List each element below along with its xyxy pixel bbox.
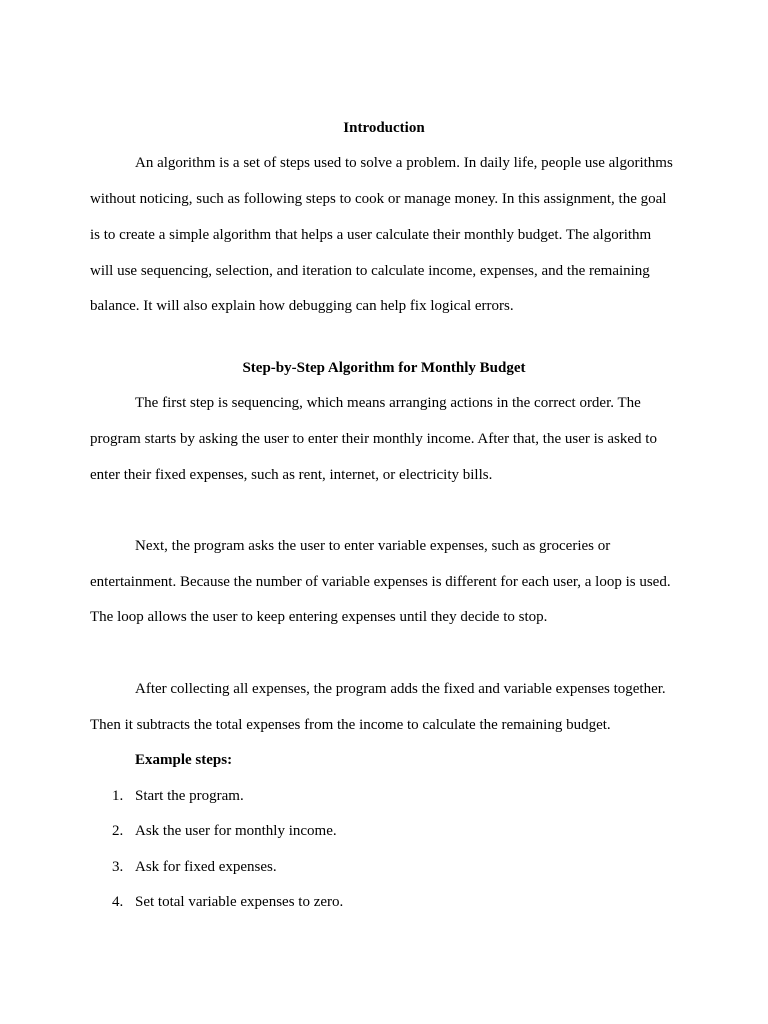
list-item: Start the program. — [135, 788, 244, 804]
algorithm-heading: Step-by-Step Algorithm for Monthly Budget — [242, 360, 526, 376]
list-item-number: 2. — [112, 823, 124, 839]
intro-line-4: will use sequencing, selection, and iteration to calculate income, expenses, and the remaining — [90, 263, 650, 279]
list-item-number: 4. — [112, 894, 124, 910]
introduction-heading: Introduction — [343, 120, 425, 136]
algo-p2-line-1: Next, the program asks the user to enter variable expenses, such as groceries or — [135, 538, 611, 554]
algo-p3-line-1: After collecting all expenses, the program adds the fixed and variable expenses together. — [135, 681, 666, 697]
algo-p1-line-1: The first step is sequencing, which means arranging actions in the correct order. The — [135, 395, 641, 411]
intro-line-2: without noticing, such as following steps to cook or manage money. In this assignment, the goal — [90, 191, 667, 207]
intro-line-3: is to create a simple algorithm that helps a user calculate their monthly budget. The algorithm — [90, 227, 652, 243]
algo-p1-line-2: program starts by asking the user to enter their monthly income. After that, the user is asked to — [90, 431, 657, 447]
list-item: Ask the user for monthly income. — [135, 823, 337, 839]
intro-line-5: balance. It will also explain how debugging can help fix logical errors. — [90, 298, 514, 314]
algo-p2-line-3: The loop allows the user to keep entering expenses until they decide to stop. — [90, 609, 548, 625]
list-item: Set total variable expenses to zero. — [135, 894, 344, 910]
example-steps-label: Example steps: — [135, 752, 233, 768]
algo-p2-line-2: entertainment. Because the number of variable expenses is different for each user, a loop is used. — [90, 574, 671, 590]
list-item-number: 1. — [112, 788, 124, 804]
list-item: Ask for fixed expenses. — [135, 859, 277, 875]
algo-p1-line-3: enter their fixed expenses, such as rent, internet, or electricity bills. — [90, 467, 493, 483]
list-item-number: 3. — [112, 859, 124, 875]
intro-line-1: An algorithm is a set of steps used to solve a problem. In daily life, people use algorithms — [135, 155, 673, 171]
algo-p3-line-2: Then it subtracts the total expenses from the income to calculate the remaining budget. — [90, 717, 611, 733]
